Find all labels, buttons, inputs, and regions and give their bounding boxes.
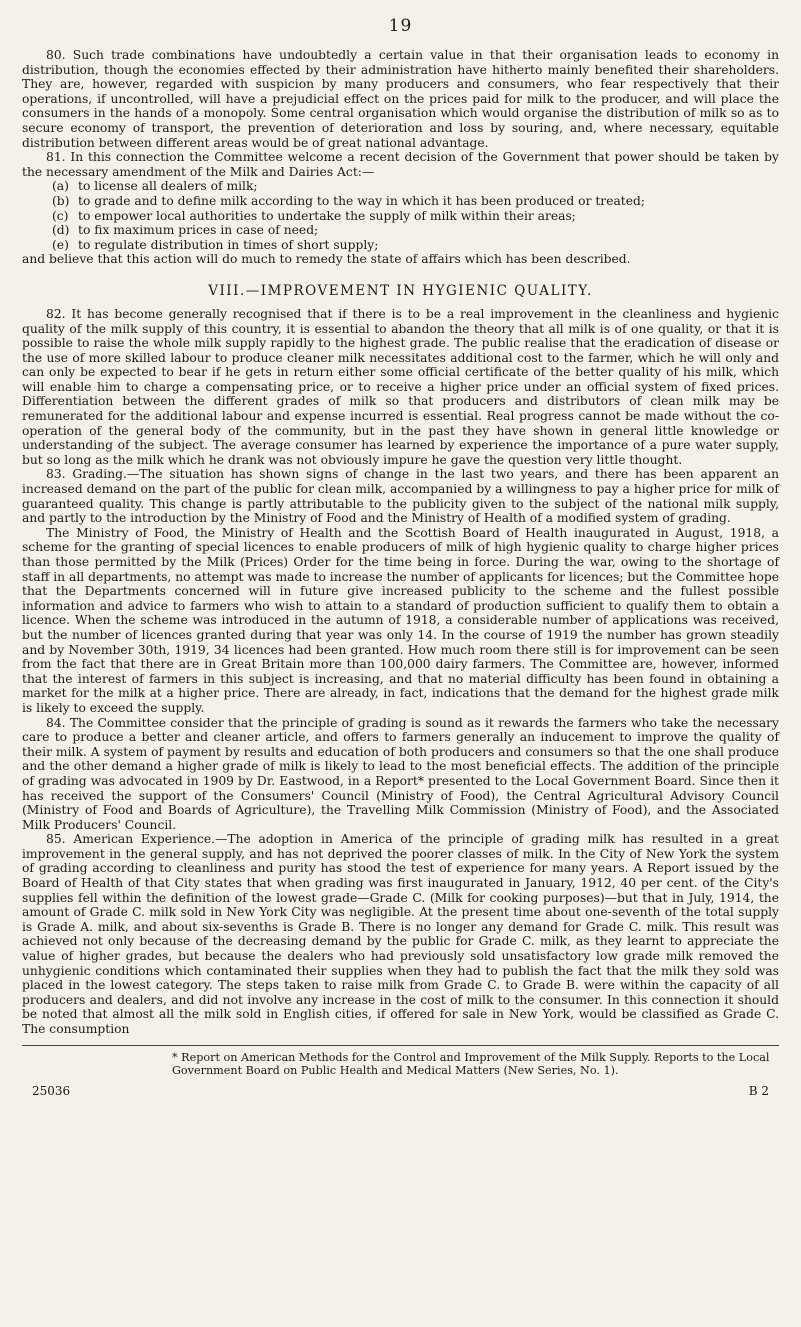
signature-mark: B 2	[748, 1083, 769, 1098]
print-code: 25036	[32, 1083, 71, 1098]
amendment-list	[22, 179, 779, 252]
paragraph-82: 82. It has become generally recognised that if there is to be a real improvement in the cleanliness and hygienic quality of the milk supply of this country, it is essential to abandon the theory that all milk is of one quality, or that it is possible to raise the whole milk supply rapidly to the highest grade. The public realise that the eradication of disease or the use of more skilled labour to produce cleaner milk necessitates additional cost to the farmer, which he will only and can only be expected to bear if he gets in return either some official certificate of the better quality of his milk, which will enable him to charge a compensating price, or to receive a higher price under an official system of fixed prices. Differentiation between the different grades of milk so that producers and distributors of clean milk may be remunerated for the additional labour and expense incurred is essential. Real progress cannot be made without the co-operation of the general body of the community, but in the past they have shown in general little knowledge or understanding of the subject. The average consumer has learned by experience the importance of a pure water supply, but so long as the milk which he drank was not obviously impure he gave the question very little thought.	[22, 306, 779, 467]
section-heading: VIII.—IMPROVEMENT IN HYGIENIC QUALITY.	[208, 282, 593, 299]
paragraph-84: 84. The Committee consider that the principle of grading is sound as it rewards the farmers who take the necessary care to produce a better and cleaner article, and offers to farmers generally an inducement to improve the quality of their milk. A system of payment by results and education of both producers and consumers so that the one shall produce and the other demand a higher grade of milk is likely to lead to the most beneficial effects. The addition of the principle of grading was advocated in 1909 by Dr. Eastwood, in a Report* presented to the Local Government Board. Since then it has received the support of the Consumers' Council (Ministry of Food), the Central Agricultural Advisory Council (Ministry of Food and Boards of Agriculture), the Travelling Milk Commission (Ministry of Food), and the Associated Milk Producers' Council.	[22, 715, 779, 832]
list-item: (e) to regulate distribution in times of short supply;	[52, 237, 379, 252]
list-item: (c) to empower local authorities to undertake the supply of milk within their areas;	[52, 208, 576, 223]
list-item: (d) to fix maximum prices in case of need;	[52, 223, 319, 238]
paragraph-85: 85. American Experience.—The adoption in America of the principle of grading milk has resulted in a great improvement in the general supply, and has not deprived the poorer classes of milk. In the City of New York the system of grading according to cleanliness and purity has stood the test of experience for many years. A Report issued by the Board of Health of that City states that when grading was first inaugurated in January, 1912, 40 per cent. of the City's supplies fell within the definition of the lowest grade—Grade C. (Milk for cooking purposes)—but that in July, 1914, the amount of Grade C. milk sold in New York City was negligible. At the present time about one-seventh of the total supply is Grade A. milk, and about six-sevenths is Grade B. There is no longer any demand for Grade C. milk. This result was achieved not only because of the decreasing demand by the public for Grade C. milk, as they learnt to appreciate the value of higher grades, but because the dealers who had previously sold unsatisfactory low grade milk removed the unhygienic conditions which contaminated their supplies when they had to publish the fact that the milk they sold was placed in the lowest category. The steps taken to raise milk from Grade C. to Grade B. were within the capacity of all producers and dealers, and did not involve any increase in the cost of milk to the consumer. In this connection it should be noted that almost all the milk sold in English cities, if offered for sale in New York, would be classified as Grade C. The consumption	[22, 832, 779, 1036]
paragraph-80: 80. Such trade combinations have undoubtedly a certain value in that their organisation leads to economy in distribution, though the economies effected by their administration have hitherto mainly benefited their shareholders. They are, however, regarded with suspicion by many producers and consumers, who fear respectively that their operations, if uncontrolled, will have a prejudicial effect on the prices paid for milk to the producer, and will place the consumers in the hands of a monopoly. Some central organisation which would organise the distribution of milk so as to secure economy of transport, the prevention of deterioration and loss by souring, and, where necessary, equitable distribution between different areas would be of great national advantage.	[22, 48, 779, 150]
page-footer	[22, 1084, 779, 1098]
paragraph-81: 81. In this connection the Committee welcome a recent decision of the Government that power should be taken by the necessary amendment of the Milk and Dairies Act:—	[22, 150, 779, 179]
footnote-divider	[22, 1045, 779, 1046]
paragraph-83-continued: The Ministry of Food, the Ministry of Health and the Scottish Board of Health inaugurated in August, 1918, a scheme for the granting of special licences to enable producers of milk of high hygienic quality to charge higher prices than those permitted by the Milk (Prices) Order for the time being in force. During the war, owing to the shortage of staff in all departments, no attempt was made to increase the number of applicants for licences; but the Committee hope that the Departments concerned will in future give increased publicity to the scheme and the fullest possible information and advice to farmers who wish to attain to a standard of production sufficient to qualify them to obtain a licence. When the scheme was introduced in the autumn of 1918, a considerable number of applications was received, but the number of licences granted during that year was only 14. In the course of 1919 the number has grown steadily and by November 30th, 1919, 34 licences had been granted. How much room there still is for improvement can be seen from the fact that there are in Great Britain more than 100,000 dairy farmers. The Committee are, however, informed that the interest of farmers in this subject is increasing, and that no material difficulty has been found in obtaining a market for the milk at a higher price. There are already, in fact, indications that the demand for the highest grade milk is likely to exceed the supply.	[22, 525, 779, 715]
footnote: * Report on American Methods for the Control and Improvement of the Milk Supply. Reports to the Local Government Board on Public Health and Medical Matters (New Series, No. 1).	[172, 1050, 770, 1078]
list-item: (b) to grade and to define milk according to the way in which it has been produced or treated;	[52, 193, 646, 208]
page-number: 19	[388, 16, 413, 36]
list-item: (a) to license all dealers of milk;	[52, 179, 258, 194]
paragraph-83: 83. Grading.—The situation has shown signs of change in the last two years, and there has been apparent an increased demand on the part of the public for clean milk, accompanied by a willingness to pay a higher price for milk of guaranteed quality. This change is partly attributable to the publicity given to the subject of the national milk supply, and partly to the introduction by the Ministry of Food and the Ministry of Health of a modified system of grading.	[22, 467, 779, 526]
paragraph-81-closing: and believe that this action will do much to remedy the state of affairs which has been described.	[22, 252, 631, 267]
